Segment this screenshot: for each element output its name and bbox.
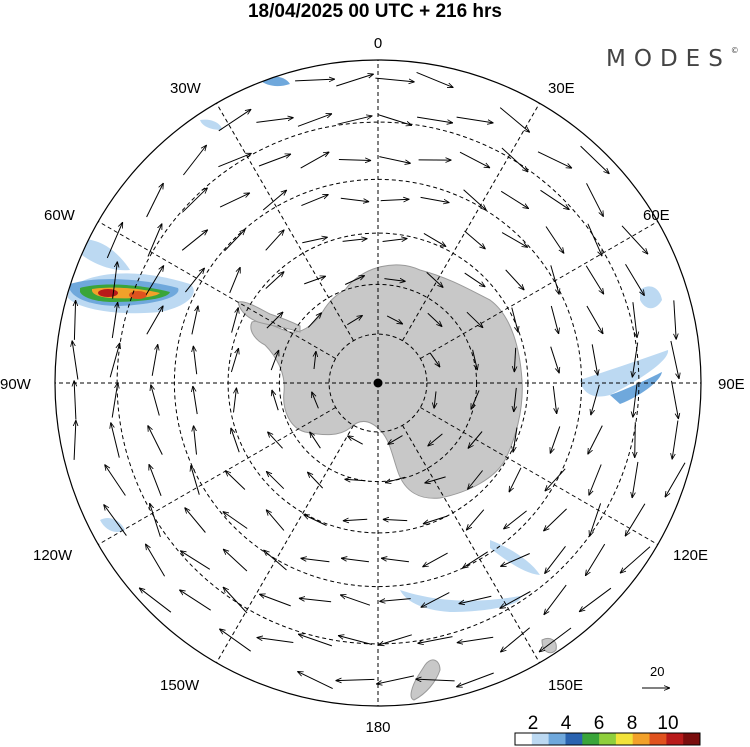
wind-vector [307, 472, 322, 488]
shading-patch [580, 350, 668, 397]
wind-vector [671, 341, 679, 379]
wind-vector [266, 230, 285, 251]
colorbar-swatches [515, 733, 701, 745]
wind-vector [379, 157, 410, 164]
wind-vector [347, 436, 362, 444]
wind-vector [341, 558, 369, 562]
wind-vector [231, 348, 238, 372]
wind-vector [218, 153, 251, 166]
colorbar-swatch [532, 733, 549, 745]
wind-vector [672, 421, 678, 460]
wind-vector [105, 465, 126, 496]
wind-vector [581, 146, 610, 174]
shading-patch [490, 540, 540, 575]
wind-vector [501, 191, 529, 208]
wind-vector [74, 380, 76, 419]
wind-vector [457, 117, 494, 123]
reference-vector [642, 664, 670, 688]
wind-vector [183, 145, 206, 175]
wind-vector [512, 308, 518, 333]
wind-vector [586, 266, 604, 295]
wind-vector [538, 152, 572, 168]
colorbar-label-6: 6 [593, 713, 605, 734]
lon-label-60w: 60W [44, 207, 75, 224]
wind-vector [633, 302, 637, 338]
wind-vector [585, 544, 604, 576]
wind-vector [544, 585, 566, 615]
wind-vector [545, 469, 565, 491]
wind-vector [111, 422, 120, 457]
wind-vector [620, 547, 650, 574]
wind-vector [579, 588, 611, 612]
wind-vector [341, 198, 369, 201]
colorbar-swatch [549, 733, 566, 745]
wind-vector [225, 471, 245, 490]
wind-vector [259, 594, 290, 606]
wind-vector [267, 432, 282, 449]
wind-vector [340, 595, 370, 605]
shading-patch [200, 120, 222, 130]
wind-vector [674, 300, 676, 339]
wind-vector [193, 386, 197, 414]
wind-vector [551, 347, 560, 374]
wind-vector [345, 479, 366, 480]
shading-patch [260, 77, 290, 87]
wind-vector [148, 425, 163, 454]
wind-vector [622, 226, 648, 254]
lon-label-60e: 60E [643, 207, 670, 224]
wind-vector [185, 508, 206, 533]
wind-vector [553, 386, 556, 414]
shading-patch [98, 289, 118, 297]
wind-vector [150, 503, 161, 537]
colorbar-swatch [599, 733, 616, 745]
wind-vector [231, 428, 239, 452]
wind-vector [182, 188, 207, 213]
wind-vector [376, 676, 414, 684]
wind-vector [232, 307, 239, 332]
wind-vector [74, 300, 75, 340]
wind-vector [378, 115, 412, 126]
wind-vector [272, 390, 278, 410]
colorbar-swatch [582, 733, 599, 745]
wind-vector [112, 382, 118, 417]
lon-label-120w: 120W [33, 547, 73, 564]
wind-vector [74, 420, 76, 460]
colorbar-swatch [683, 733, 700, 745]
wind-vector [587, 183, 604, 216]
wind-vector [304, 515, 327, 526]
lon-label-180: 180 [365, 719, 391, 736]
wind-vector [220, 193, 250, 207]
wind-vector [225, 229, 246, 251]
wind-vector [336, 679, 375, 680]
wind-vector [423, 516, 447, 524]
wind-vector [632, 462, 638, 498]
wind-vector [192, 306, 198, 335]
shading-patch [400, 590, 520, 612]
wind-vector [152, 344, 158, 376]
wind-vector [502, 233, 528, 248]
wind-vector [417, 117, 453, 123]
colorbar-swatch [666, 733, 683, 745]
wind-vector [502, 148, 528, 172]
copyright-mark: © [730, 46, 739, 55]
wind-vector [182, 230, 208, 251]
wind-vector [148, 224, 162, 257]
wind-vector [301, 152, 330, 168]
wind-vector [147, 183, 164, 217]
wind-vector [551, 306, 558, 334]
wind-vector [336, 74, 373, 86]
wind-vector [551, 265, 559, 294]
wind-vector [381, 558, 409, 562]
wind-vector [219, 109, 251, 131]
colorbar-label-10: 10 [657, 713, 679, 734]
wind-vector [338, 636, 372, 645]
wind-vector [149, 464, 161, 496]
lon-label-30w: 30W [170, 80, 201, 97]
wind-vector [263, 190, 287, 210]
wind-vector [592, 344, 598, 375]
colorbar-swatch [616, 733, 633, 745]
wind-vector [230, 267, 241, 293]
wind-vector [223, 549, 247, 571]
brand-text: MODES [606, 46, 731, 72]
wind-vector [193, 346, 196, 374]
wind-vector [588, 426, 603, 455]
wind-vector [672, 381, 679, 419]
colorbar-swatch [566, 733, 583, 745]
wind-vector [180, 551, 210, 570]
wind-vector [500, 628, 529, 652]
wind-vector [223, 512, 247, 529]
wind-vector [626, 264, 645, 296]
wind-vector [339, 160, 371, 161]
wind-vector [299, 598, 331, 601]
wind-vector [343, 519, 367, 521]
colorbar-label-8: 8 [626, 713, 638, 734]
wind-vector [457, 637, 493, 642]
colorbar-label-4: 4 [560, 713, 572, 734]
wind-vector [588, 224, 602, 256]
wind-vector [417, 72, 454, 87]
lon-label-150e: 150E [548, 677, 584, 694]
wind-vector [383, 519, 407, 520]
shading-patch [100, 518, 125, 532]
wind-vector [259, 154, 291, 166]
wind-vector [550, 426, 560, 453]
wind-vector [375, 78, 414, 82]
wind-vector [589, 503, 600, 536]
lon-label-90e: 90E [718, 376, 745, 393]
wind-vector [219, 629, 250, 651]
lon-label-90w: 90W [0, 376, 31, 393]
wind-vector [266, 510, 284, 531]
wind-vector [298, 114, 332, 127]
wind-vector [297, 671, 332, 688]
wind-vector [264, 550, 287, 570]
wind-vector [543, 509, 566, 531]
antarctica-land [251, 265, 522, 498]
wind-vector [456, 673, 493, 687]
wind-vector [546, 227, 564, 254]
shading-patch [640, 286, 662, 308]
wind-vector [589, 465, 601, 496]
wind-vector [545, 546, 566, 573]
wind-vector [194, 425, 197, 454]
wind-vector [383, 239, 408, 242]
wind-vector [465, 231, 486, 249]
chart-title: 18/04/2025 00 UTC + 216 hrs [247, 1, 503, 22]
reference-vector-label: 20 [650, 664, 665, 679]
wind-vector [541, 190, 570, 209]
wind-vector [298, 634, 332, 646]
colorbar-swatch [650, 733, 667, 745]
colorbar-label-2: 2 [527, 713, 539, 734]
wind-vector [500, 108, 530, 133]
wind-vector [460, 152, 490, 168]
wind-vector [466, 510, 484, 531]
wind-vector [304, 276, 326, 284]
wind-vector [256, 118, 293, 123]
wind-vector [257, 638, 294, 643]
wind-vector [234, 388, 237, 413]
south-pole-marker [374, 379, 383, 388]
wind-vector [503, 511, 526, 529]
wind-vector [379, 599, 410, 602]
wind-vector [302, 237, 327, 243]
lon-label-0: 0 [373, 35, 383, 52]
wind-vector [635, 422, 636, 458]
colorbar-swatch [633, 733, 650, 745]
wind-vector [343, 239, 368, 242]
wind-vector [72, 341, 78, 380]
wind-vector [421, 197, 450, 202]
wind-vector [301, 194, 328, 205]
wind-vector [301, 558, 330, 561]
colorbar [515, 713, 701, 745]
wind-vector [145, 544, 164, 576]
wind-vector [506, 270, 525, 290]
wind-vector [139, 588, 171, 612]
wind-vector [509, 468, 521, 492]
wind-vector [587, 306, 603, 334]
lon-label-30e: 30E [548, 80, 575, 97]
wind-vector [223, 587, 247, 613]
wind-vector [191, 465, 200, 494]
wind-vector [179, 590, 210, 610]
wind-vector [422, 553, 447, 567]
colorbar-swatch [515, 733, 532, 745]
wind-vector [381, 199, 410, 200]
wind-vector [295, 79, 335, 81]
lon-label-120e: 120E [673, 547, 709, 564]
lon-label-150w: 150W [160, 677, 200, 694]
wind-vector [185, 268, 204, 292]
wind-vector [151, 385, 160, 416]
